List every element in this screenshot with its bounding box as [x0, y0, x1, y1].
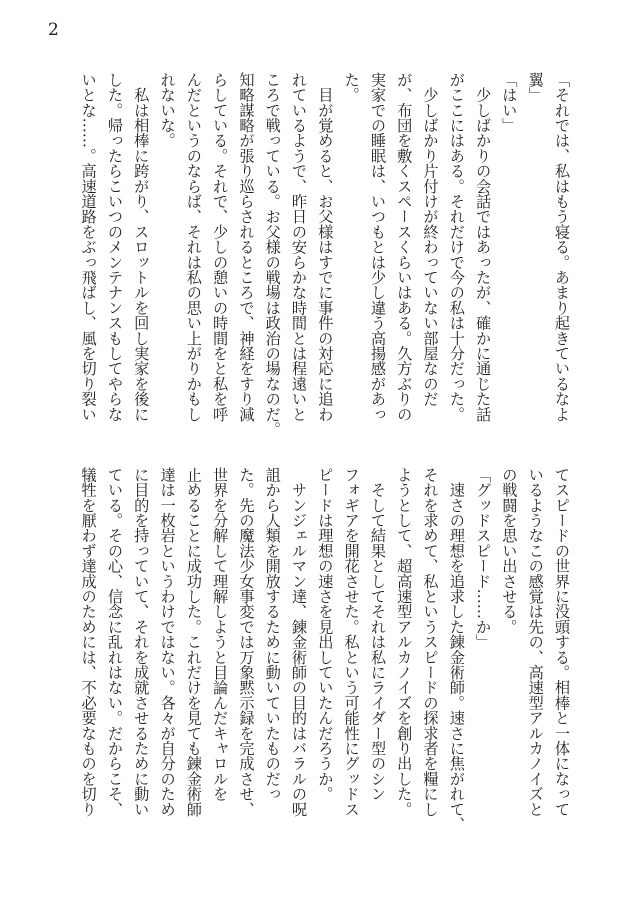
text-line: の戦闘を思い出させる。 — [500, 467, 519, 635]
text-line: らしている。それで、少しの憩いの時間をと私を呼 — [211, 72, 230, 422]
text-line: 世界を分解して理解しようと目論んだキャロルを — [211, 467, 230, 802]
text-line: ピードは理想の速さを見出していたんだろうか。 — [316, 467, 335, 802]
text-line: 知略謀略が張り巡らされるところで、神経をすり減 — [237, 72, 256, 422]
text-line: ている。その心、信念に乱れはない。だからこそ、 — [105, 467, 124, 817]
text-line: てスピードの世界に没頭する。相棒と一体になって — [553, 467, 571, 817]
text-line: 達は一枚岩というわけではない。各々が自分のため — [158, 467, 177, 817]
text-line: 翼」 — [526, 72, 545, 103]
text-block-lower — [75, 467, 575, 839]
text-line: 私は相棒に跨がり、スロットルを回し実家を後に — [132, 72, 151, 422]
text-line: た。先の魔法少女事変では万象黙示録を完成させ、 — [237, 467, 256, 817]
text-line: 「グッドスピード……か」 — [474, 467, 493, 650]
text-line: 目が覚めると、お父様はすでに事件の対応に追わ — [316, 72, 335, 422]
text-line: た。 — [342, 72, 361, 103]
text-line: 「はい」 — [500, 72, 519, 133]
text-line: 少しばかりの会話ではあったが、確かに通じた話 — [474, 72, 493, 422]
text-line: ようとして、超高速型アルカノイズを創り出した。 — [395, 467, 414, 817]
text-line: いるようなこの感覚は先の、高速型アルカノイズと — [526, 467, 545, 817]
text-line: れているようで、昨日の安らかな時間とは程遠いと — [290, 72, 309, 422]
text-line: が、布団を敷くスペースくらいはある。久方ぶりの — [395, 72, 414, 422]
text-line: 犠牲を厭わず達成のためには、不必要なものを切り — [79, 467, 98, 817]
text-line: フォギアを開花させた。私という可能性にグッドス — [342, 467, 361, 817]
text-line: れないな。 — [158, 72, 177, 148]
text-line: いとな……。高速道路をぶっ飛ばし、風を切り裂い — [79, 72, 98, 422]
text-line: 実家での睡眠は、いつもとは少し違う高揚感があっ — [368, 72, 387, 422]
text-line: 速さの理想を追求した錬金術師。速さに焦がれて、 — [447, 467, 466, 832]
page-number: 2 — [48, 20, 59, 40]
text-line: ころで戦っている。お父様の戦場は政治の場なのだ。 — [263, 72, 282, 437]
text-line: に目的を持っていて、それを成就させるために動い — [132, 467, 151, 817]
text-line: そして結果としてそれは私にライダー型のシン — [368, 467, 387, 802]
text-line: サンジェルマン達、錬金術師の目的はバラルの呪 — [290, 467, 309, 817]
text-line: それを求めて、私というスピードの探求者を糧にし — [421, 467, 440, 817]
text-line: がここにはある。それだけで今の私は十分だった。 — [447, 72, 466, 422]
text-line: した。帰ったらこいつのメンテナンスもしてやらな — [105, 72, 124, 422]
text-block-upper — [75, 72, 575, 444]
text-line: 詛から人類を開放するために動いていたものだっ — [263, 467, 282, 802]
text-line: んだというのならば、それは私の思い上がりかもし — [184, 72, 203, 422]
text-line: 「それでは、私はもう寝る。あまり起きているなよ — [553, 72, 571, 422]
text-line: 少しばかり片付けが終わっていない部屋なのだ — [421, 72, 440, 407]
text-line: 止めることに成功した。これだけを見ても錬金術師 — [184, 467, 203, 817]
